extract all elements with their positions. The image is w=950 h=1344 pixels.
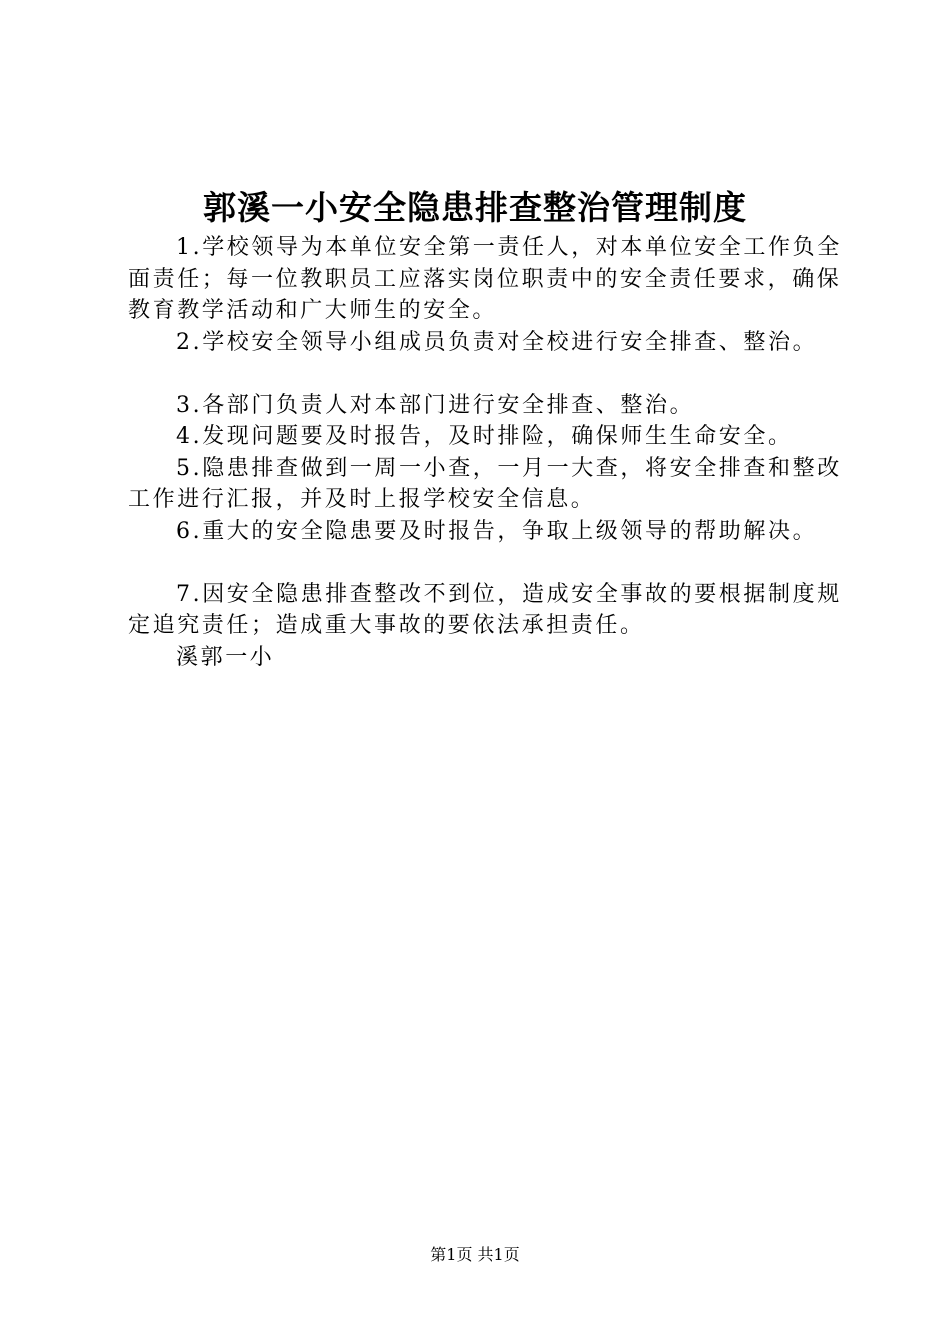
paragraph-2: 2.学校安全领导小组成员负责对全校进行安全排查、整治。 bbox=[176, 329, 818, 355]
document-body bbox=[128, 232, 856, 673]
paragraph-6: 6.重大的安全隐患要及时报告，争取上级领导的帮助解决。 bbox=[176, 518, 818, 544]
paragraph-5: 5.隐患排查做到一周一小查，一月一大查，将安全排查和整改工作进行汇报，并及时上报学校安全信息。 bbox=[128, 455, 842, 512]
paragraph-7: 7.因安全隐患排查整改不到位，造成安全事故的要根据制度规定追究责任；造成重大事故的要依法承担责任。 bbox=[128, 581, 842, 638]
document-title: 郭溪一小安全隐患排查整治管理制度 bbox=[203, 188, 747, 227]
paragraph-4: 4.发现问题要及时报告，及时排险，确保师生生命安全。 bbox=[176, 424, 793, 449]
page-footer: 第1页 共1页 bbox=[430, 1245, 520, 1264]
paragraph-3: 3.各部门负责人对本部门进行安全排查、整治。 bbox=[176, 392, 695, 418]
paragraph-1: 1.学校领导为本单位安全第一责任人，对本单位安全工作负全面责任；每一位教职员工应落实岗位职责中的安全责任要求，确保教育教学活动和广大师生的安全。 bbox=[128, 235, 842, 323]
signature: 溪郭一小 bbox=[176, 644, 275, 670]
